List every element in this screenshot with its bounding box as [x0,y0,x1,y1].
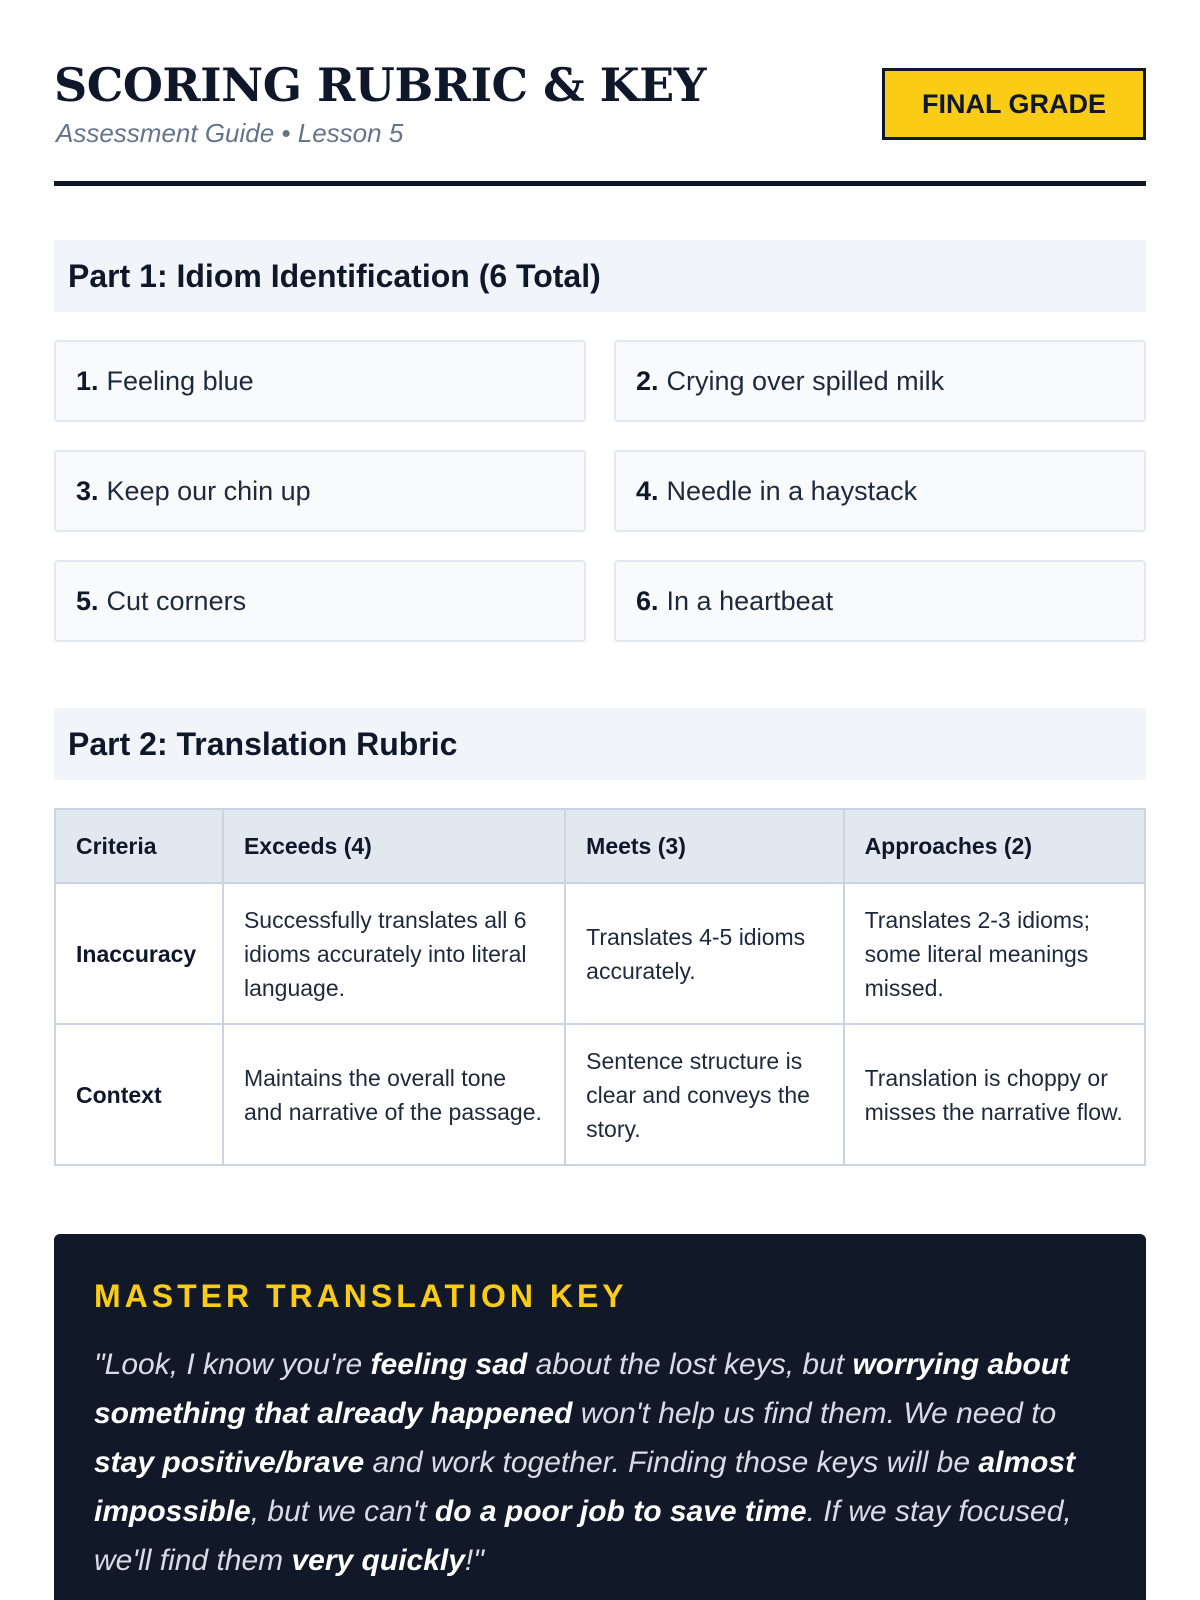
table-row [55,883,1145,1024]
idiom-text: Needle in a haystack [666,475,918,506]
idiom-number: 2. [636,365,659,396]
idiom-card [54,560,586,642]
table-row [55,1024,1145,1165]
master-key-text [94,1340,1106,1585]
idiom-card [54,340,586,422]
meets-cell: Sentence structure is clear and conveys the story. [565,1024,843,1165]
key-answer: feeling sad [370,1348,528,1381]
meets-cell: Translates 4-5 idioms accurately. [565,883,843,1024]
exceeds-cell: Maintains the overall tone and narrative of the passage. [223,1024,565,1165]
page-subtitle: Assessment Guide • Lesson 5 [56,118,404,148]
idiom-card [614,340,1146,422]
key-text-segment: !" [464,1544,484,1577]
idiom-number: 1. [76,365,99,396]
idiom-number: 5. [76,585,99,616]
header-approaches: Approaches (2) [844,809,1145,883]
key-answer: worrying about something that already happened [94,1348,1070,1430]
page-title: SCORING RUBRIC & KEY [54,58,707,112]
approaches-cell: Translates 2-3 idioms; some literal meanings missed. [844,883,1145,1024]
part2-heading: Part 2: Translation Rubric [54,708,1146,780]
header [54,0,1146,186]
key-answer: stay positive/brave [94,1446,365,1479]
header-criteria: Criteria [55,809,223,883]
key-text-segment: "Look, I know you're [94,1348,371,1381]
idiom-text: Keep our chin up [106,475,311,506]
idiom-text: Cut corners [106,585,247,616]
idiom-text: Feeling blue [106,365,254,396]
key-text-segment: and work together. Finding those keys will be [364,1446,979,1479]
idiom-card [614,560,1146,642]
idiom-number: 6. [636,585,659,616]
header-meets: Meets (3) [565,809,843,883]
idiom-number: 3. [76,475,99,506]
master-key-panel [54,1234,1146,1600]
idiom-card [614,450,1146,532]
idiom-card [54,450,586,532]
part1-heading: Part 1: Idiom Identification (6 Total) [54,240,1146,312]
key-answer: do a poor job to save time [434,1495,807,1528]
exceeds-cell: Successfully translates all 6 idioms accurately into literal language. [223,883,565,1024]
rubric-table [54,808,1146,1166]
header-exceeds: Exceeds (4) [223,809,565,883]
key-text-segment: , but we can't [250,1495,435,1528]
final-grade-button[interactable]: FINAL GRADE [882,68,1146,140]
rubric-header-row [55,809,1145,883]
key-text-segment: . If we stay focused, we'll find them [94,1495,1072,1577]
criteria-cell: Context [55,1024,223,1165]
master-key-title: MASTER TRANSLATION KEY [94,1278,628,1314]
key-answer: very quickly [291,1544,465,1577]
idiom-text: In a heartbeat [666,585,834,616]
key-text-segment: won't help us find them. We need to [572,1397,1057,1430]
criteria-cell: Inaccuracy [55,883,223,1024]
idiom-number: 4. [636,475,659,506]
approaches-cell: Translation is choppy or misses the narrative flow. [844,1024,1145,1165]
key-answer: almost impossible [94,1446,1076,1528]
idiom-text: Crying over spilled milk [666,365,945,396]
key-text-segment: about the lost keys, but [527,1348,853,1381]
idiom-grid [54,340,1146,642]
